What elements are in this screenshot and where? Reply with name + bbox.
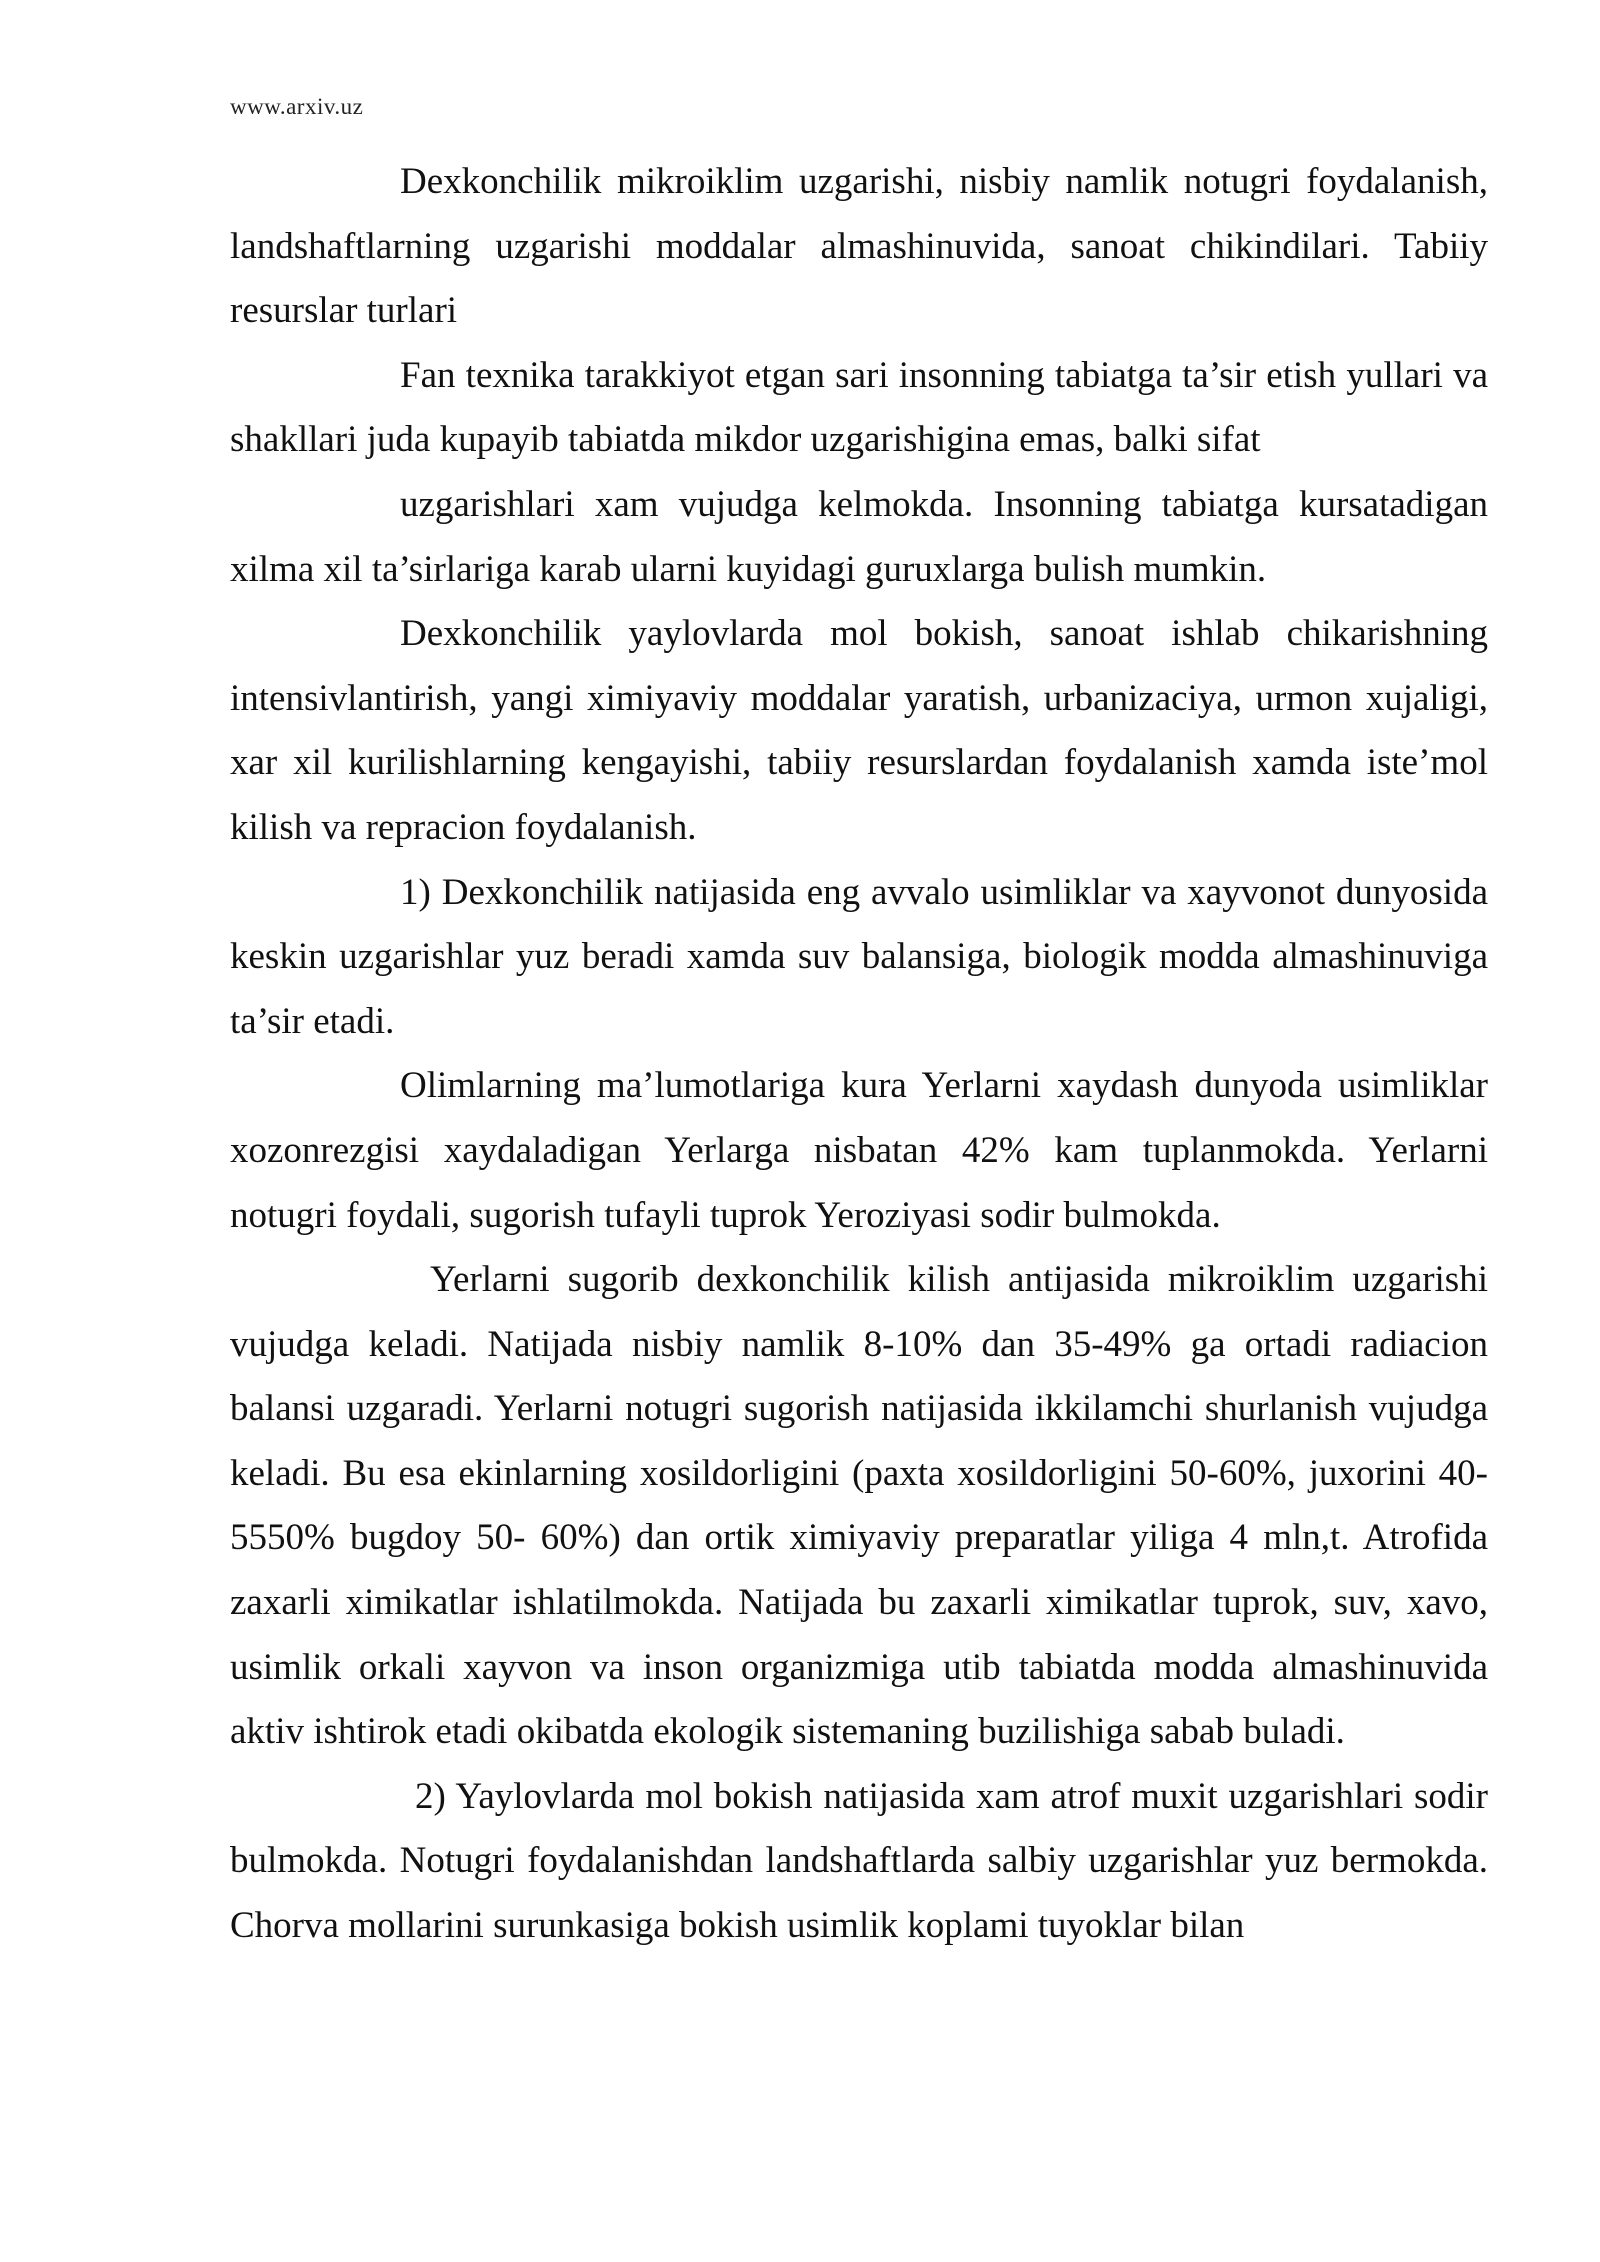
paragraph-3: uzgarishlari xam vujudga kelmokda. Insonning tabiatga kursatadigan xilma xil ta’sirlariga karab ularni kuyidagi guruxlarga bulish mumkin.: [230, 483, 1488, 590]
paragraph-1: Dexkonchilik mikroiklim uzgarishi, nisbiy namlik notugri foydalanish, landshaftlarning uzgarishi moddalar almashinuvida, sanoat chikindilari. Tabiiy resurslar turlari: [230, 161, 1488, 332]
paragraph-7: Yerlarni sugorib dexkonchilik kilish antijasida mikroiklim uzgarishi vujudga keladi. Natijada nisbiy namlik 8-10% dan 35-49% ga ortadi radiacion balansi uzgaradi. Yerlarni notugri sugorish natijasida ikkilamchi shurlanish vujudga keladi. Bu esa ekinlarning xosildorligini (paxta xosildorligini 50-60%, juxorini 40-5550% bugdoy 50- 60%) dan ortik ximiyaviy preparatlar yiliga 4 mln,t. Atrofida zaxarli ximikatlar ishlatilmokda. Natijada bu zaxarli ximikatlar tuprok, suv, xavo, usimlik orkali xayvon va inson organizmiga utib tabiatda modda almashinuvida aktiv ishtirok etadi okibatda ekologik sistemaning buzilishiga sabab buladi.: [230, 1259, 1488, 1753]
paragraph-8: 2) Yaylovlarda mol bokish natijasida xam atrof muxit uzgarishlari sodir bulmokda. Notugri foydalanishdan landshaftlarda salbiy uzgarishlar yuz bermokda. Chorva mollarini surunkasiga bokish usimlik koplami tuyoklar bilan: [230, 1775, 1488, 1947]
document-body: [230, 150, 1488, 1959]
paragraph-2: Fan texnika tarakkiyot etgan sari insonning tabiatga ta’sir etish yullari va shakllari juda kupayib tabiatda mikdor uzgarishigina emas, balki sifat: [230, 354, 1488, 461]
site-url-header: www.arxiv.uz: [230, 94, 364, 119]
paragraph-4: Dexkonchilik yaylovlarda mol bokish, sanoat ishlab chikarishning intensivlantirish, yangi ximiyaviy moddalar yaratish, urbanizaciya, urmon xujaligi, xar xil kurilishlarning kengayishi, tabiiy resurslardan foydalanish xamda iste’mol kilish va repracion foydalanish.: [230, 613, 1488, 848]
paragraph-5: 1) Dexkonchilik natijasida eng avvalo usimliklar va xayvonot dunyosida keskin uzgarishlar yuz beradi xamda suv balansiga, biologik modda almashinuviga ta’sir etadi.: [230, 871, 1488, 1042]
paragraph-6: Olimlarning ma’lumotlariga kura Yerlarni xaydash dunyoda usimliklar xozonrezgisi xaydaladigan Yerlarga nisbatan 42% kam tuplanmokda. Yerlarni notugri foydali, sugorish tufayli tuprok Yeroziyasi sodir bulmokda.: [230, 1065, 1488, 1236]
